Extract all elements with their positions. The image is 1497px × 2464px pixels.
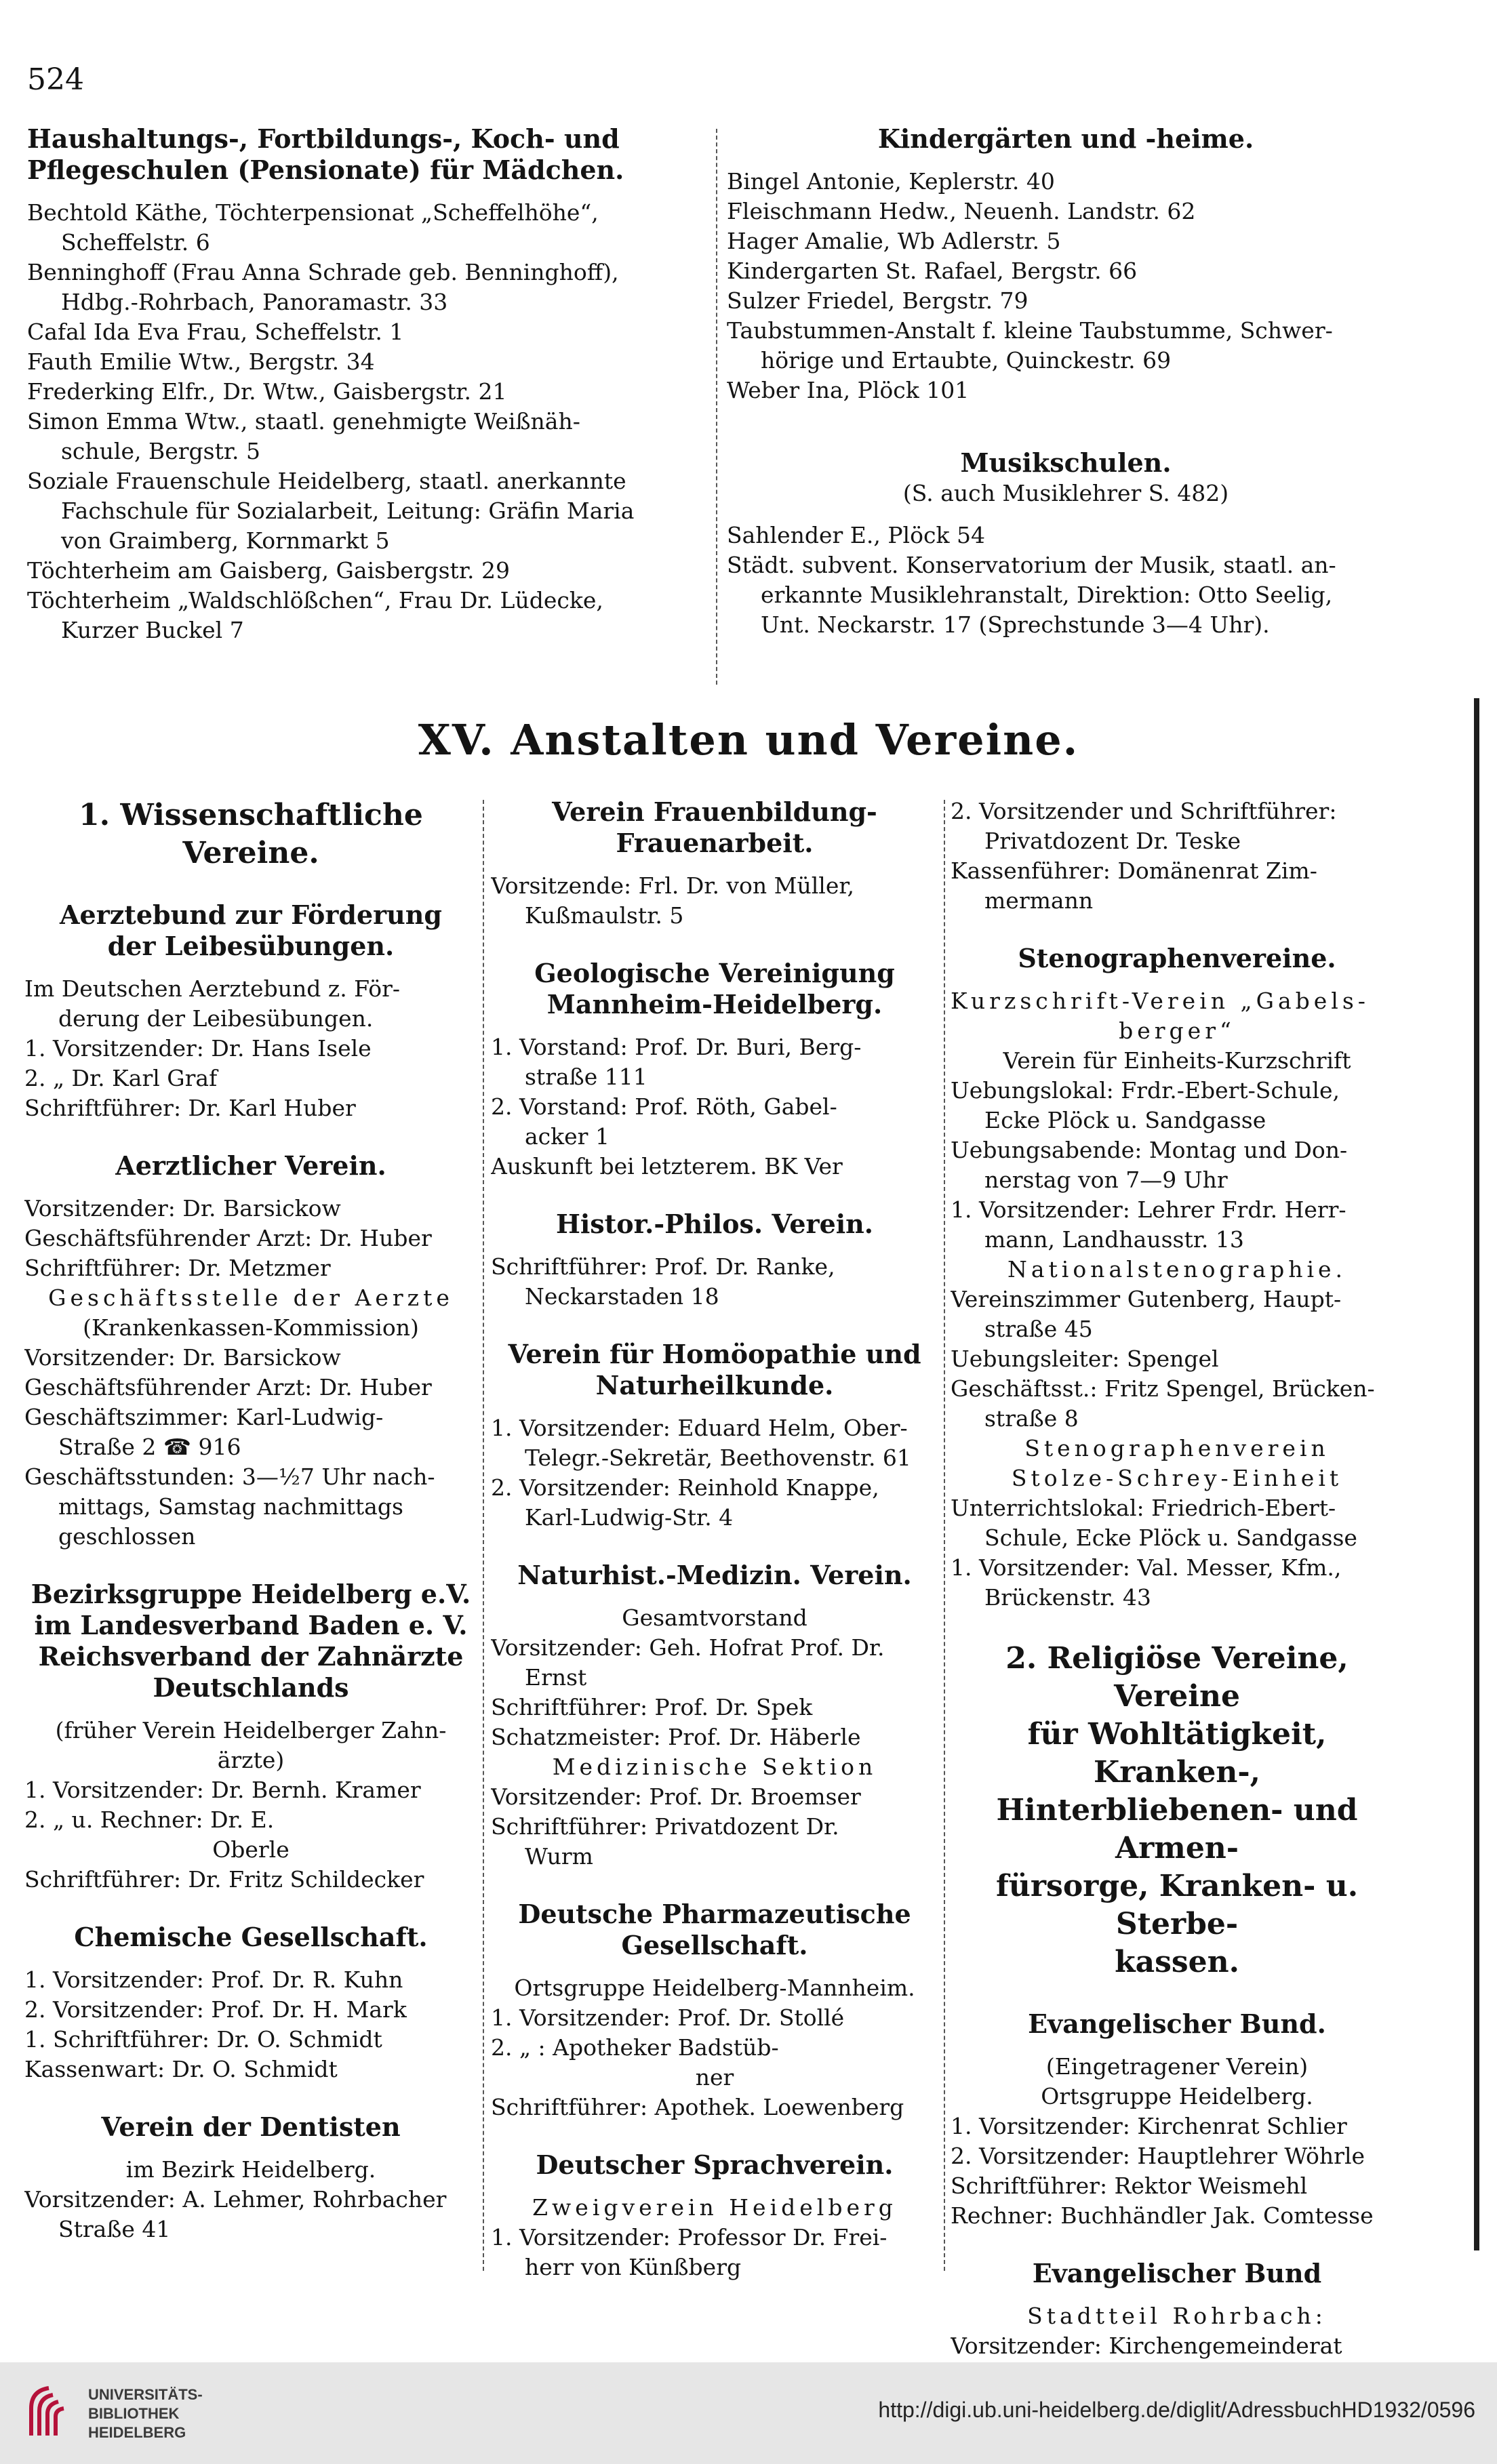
- entry-line: Vorsitzender: Dr. Barsickow: [24, 1195, 341, 1221]
- page-number: 524: [27, 62, 84, 97]
- society-heading: Verein der Dentisten: [101, 2112, 401, 2142]
- entry-line: Auskunft bei letzterem. BK Ver: [491, 1153, 843, 1179]
- society-heading: Evangelischer Bund: [1032, 2258, 1322, 2288]
- school-entry: Fauth Emilie Wtw., Bergstr. 34: [27, 348, 375, 375]
- entry-line: mann, Landhausstr. 13: [984, 1226, 1244, 1253]
- subsection-title: kassen.: [1115, 1945, 1239, 1979]
- kindergarten-entry: Weber Ina, Plöck 101: [727, 377, 970, 403]
- society-heading: Deutsche Pharmazeutische: [518, 1899, 911, 1929]
- school-entry: schule, Bergstr. 5: [61, 438, 260, 464]
- entry-line: Ernst: [525, 1664, 587, 1691]
- society-heading: Histor.-Philos. Verein.: [555, 1209, 874, 1239]
- entry-line: Rechner: Buchhändler Jak. Comtesse: [951, 2202, 1374, 2229]
- school-entry: Fachschule für Sozialarbeit, Leitung: Gräfin Maria: [61, 498, 635, 524]
- entry-line: Schriftführer: Dr. Fritz Schildecker: [24, 1866, 424, 1893]
- music-school-entry: Sahlender E., Plöck 54: [727, 522, 985, 548]
- entry-line: Brückenstr. 43: [984, 1584, 1151, 1611]
- society-heading: Mannheim-Heidelberg.: [546, 989, 883, 1019]
- university-library-logo: [18, 2381, 80, 2444]
- society-heading: der Leibesübungen.: [107, 931, 395, 961]
- entry-line: Uebungsleiter: Spengel: [951, 1346, 1219, 1372]
- society-heading: Aerztebund zur Förderung: [60, 900, 442, 930]
- entry-line: Nationalstenographie.: [1007, 1256, 1347, 1283]
- entry-line: Geschäftsführender Arzt: Dr. Huber: [24, 1374, 432, 1400]
- entry-line: Vorsitzende: Frl. Dr. von Müller,: [491, 872, 854, 899]
- entry-line: 2. Vorsitzender: Prof. Dr. H. Mark: [24, 1996, 407, 2023]
- entry-line: Schriftführer: Rektor Weismehl: [951, 2173, 1308, 2199]
- society-heading: Aerztlicher Verein.: [115, 1150, 386, 1181]
- library-footer: [0, 2362, 1497, 2464]
- music-school-entry: erkannte Musiklehranstalt, Direktion: Otto Seelig,: [761, 582, 1333, 608]
- entry-line: 1. Schriftführer: Dr. O. Schmidt: [24, 2026, 382, 2053]
- schools-heading: Haushaltungs-, Fortbildungs-, Koch- und: [27, 123, 620, 154]
- entry-line: 2. Vorstand: Prof. Röth, Gabel-: [491, 1093, 837, 1120]
- entry-line: Stolze-Schrey-Einheit: [1011, 1465, 1343, 1491]
- school-entry: Simon Emma Wtw., staatl. genehmigte Weißnäh-: [27, 408, 580, 435]
- society-heading: Reichsverband der Zahnärzte: [38, 1641, 464, 1672]
- entry-line: Zweigverein Heidelberg: [532, 2194, 897, 2221]
- subsection-title: 1. Wissenschaftliche Vereine.: [79, 798, 423, 870]
- entry-line: derung der Leibesübungen.: [58, 1005, 374, 1032]
- kindergarten-entry: Sulzer Friedel, Bergstr. 79: [727, 287, 1029, 314]
- entry-line: Schriftführer: Prof. Dr. Ranke,: [491, 1253, 835, 1280]
- entry-line: Privatdozent Dr. Teske: [984, 828, 1241, 854]
- entry-line: Vorsitzender: Geh. Hofrat Prof. Dr.: [491, 1634, 885, 1661]
- kindergarten-entry: Taubstummen-Anstalt f. kleine Taubstumme, Schwer-: [727, 317, 1333, 344]
- entry-line: Ecke Plöck u. Sandgasse: [984, 1107, 1266, 1133]
- entry-line: 2. „ u. Rechner: Dr. E.: [24, 1806, 275, 1833]
- entry-line: Im Deutschen Aerztebund z. För-: [24, 975, 401, 1002]
- school-entry: Frederking Elfr., Dr. Wtw., Gaisbergstr. 21: [27, 378, 507, 405]
- society-heading: Deutschlands: [153, 1672, 349, 1703]
- entry-line: Schriftführer: Dr. Metzmer: [24, 1255, 331, 1281]
- entry-line: Vorsitzender: A. Lehmer, Rohrbacher: [24, 2186, 447, 2213]
- stenography-religious-column: [951, 796, 1403, 2391]
- entry-line: Unterrichtslokal: Friedrich-Ebert-: [951, 1495, 1336, 1521]
- library-name: UNIVERSITÄTS- BIBLIOTHEK HEIDELBERG: [88, 2386, 203, 2441]
- entry-line: Gesamtvorstand: [622, 1604, 807, 1631]
- society-heading: Frauenarbeit.: [616, 828, 814, 858]
- society-heading: Naturhist.-Medizin. Verein.: [517, 1560, 912, 1590]
- entry-line: 1. Vorsitzender: Prof. Dr. R. Kuhn: [24, 1966, 403, 1993]
- entry-line: Schriftführer: Privatdozent Dr.: [491, 1813, 839, 1840]
- entry-line: Vorsitzender: Dr. Barsickow: [24, 1344, 341, 1371]
- entry-line: 1. Vorsitzender: Dr. Bernh. Kramer: [24, 1777, 421, 1803]
- music-schools-heading: Musikschulen.: [960, 447, 1172, 478]
- school-entry: Töchterheim „Waldschlößchen“, Frau Dr. Lüdecke,: [27, 587, 603, 613]
- society-heading: Geologische Vereinigung: [534, 958, 895, 988]
- music-school-entry: Städt. subvent. Konservatorium der Musik, staatl. an-: [727, 552, 1336, 578]
- entry-line: acker 1: [525, 1123, 610, 1150]
- entry-line: Ortsgruppe Heidelberg.: [1041, 2083, 1313, 2109]
- school-entry: Benninghoff (Frau Anna Schrade geb. Benninghoff),: [27, 259, 619, 285]
- entry-line: 1. Vorsitzender: Prof. Dr. Stollé: [491, 2004, 845, 2031]
- society-heading: Gesellschaft.: [621, 1930, 808, 1960]
- entry-line: Kassenwart: Dr. O. Schmidt: [24, 2056, 338, 2082]
- entry-line: Medizinische Sektion: [552, 1754, 877, 1780]
- entry-line: Schriftführer: Prof. Dr. Spek: [491, 1694, 813, 1720]
- entry-line: Stadtteil Rohrbach:: [1027, 2303, 1327, 2329]
- column-divider: [716, 129, 717, 685]
- kindergarten-entry: Bingel Antonie, Keplerstr. 40: [727, 168, 1055, 195]
- society-heading: Evangelischer Bund.: [1028, 2008, 1326, 2039]
- entry-line: mermann: [984, 887, 1094, 914]
- subsection-title: Hinterbliebenen- und Armen-: [996, 1793, 1358, 1865]
- column-divider: [483, 800, 484, 2271]
- entry-line: Vorsitzender: Kirchengemeinderat: [951, 2332, 1342, 2359]
- entry-line: Schriftführer: Apothek. Loewenberg: [491, 2094, 904, 2120]
- society-heading: Verein für Homöopathie und: [508, 1339, 921, 1369]
- entry-line: 1. Vorsitzender: Dr. Hans Isele: [24, 1035, 372, 1062]
- society-heading: im Landesverband Baden e. V.: [34, 1610, 468, 1640]
- entry-line: 2. Vorsitzender und Schriftführer:: [951, 798, 1337, 824]
- society-heading: Deutscher Sprachverein.: [536, 2149, 894, 2180]
- entry-line: herr von Künßberg: [525, 2254, 742, 2280]
- entry-line: ärzte): [217, 1747, 285, 1773]
- entry-line: 1. Vorsitzender: Val. Messer, Kfm.,: [951, 1554, 1342, 1581]
- entry-line: Geschäftsstelle der Aerzte: [48, 1285, 454, 1311]
- school-entry: von Graimberg, Kornmarkt 5: [61, 527, 390, 554]
- entry-line: Kassenführer: Domänenrat Zim-: [951, 857, 1317, 884]
- entry-line: Kurzschrift-Verein „Gabels-: [951, 988, 1370, 1014]
- entry-line: Geschäftsst.: Fritz Spengel, Brücken-: [951, 1375, 1375, 1402]
- entry-line: Straße 41: [58, 2216, 171, 2242]
- kindergarten-entry: hörige und Ertaubte, Quinckestr. 69: [761, 347, 1172, 373]
- entry-line: straße 111: [525, 1064, 647, 1090]
- entry-line: Verein für Einheits-Kurzschrift: [1003, 1047, 1351, 1074]
- entry-line: Telegr.-Sekretär, Beethovenstr. 61: [525, 1445, 911, 1471]
- entry-line: Schatzmeister: Prof. Dr. Häberle: [491, 1724, 861, 1750]
- schools-column: [27, 123, 712, 645]
- entry-line: Karl-Ludwig-Str. 4: [525, 1504, 734, 1531]
- entry-line: Ortsgruppe Heidelberg-Mannheim.: [514, 1975, 915, 2001]
- entry-line: Stenographenverein: [1024, 1435, 1330, 1461]
- entry-line: Geschäftsstunden: 3—½7 Uhr nach-: [24, 1463, 435, 1490]
- entry-line: Schriftführer: Dr. Karl Huber: [24, 1095, 356, 1121]
- entry-line: nerstag von 7—9 Uhr: [984, 1167, 1228, 1193]
- entry-line: 1. Vorsitzender: Eduard Helm, Ober-: [491, 1415, 908, 1441]
- entry-line: 2. „ : Apotheker Badstüb-: [491, 2034, 779, 2061]
- entry-line: straße 45: [984, 1316, 1093, 1342]
- entry-line: Vereinszimmer Gutenberg, Haupt-: [951, 1286, 1342, 1312]
- school-entry: Soziale Frauenschule Heidelberg, staatl. anerkannte: [27, 468, 626, 494]
- school-entry: Cafal Ida Eva Frau, Scheffelstr. 1: [27, 319, 404, 345]
- entry-line: Oberle: [212, 1836, 290, 1863]
- kindergarten-entry: Kindergarten St. Rafael, Bergstr. 66: [727, 258, 1138, 284]
- section-title: XV. Anstalten und Vereine.: [418, 715, 1079, 765]
- society-heading: Verein Frauenbildung-: [552, 796, 877, 827]
- entry-line: 1. Vorsitzender: Kirchenrat Schlier: [951, 2113, 1347, 2139]
- music-school-entry: Unt. Neckarstr. 17 (Sprechstunde 3—4 Uhr).: [761, 611, 1270, 638]
- subsection-title: fürsorge, Kranken- u. Sterbe-: [995, 1869, 1359, 1941]
- school-entry: Bechtold Käthe, Töchterpensionat „Scheffelhöhe“,: [27, 199, 599, 226]
- entry-line: 2. Vorsitzender: Hauptlehrer Wöhrle: [951, 2143, 1365, 2169]
- entry-line: 1. Vorstand: Prof. Dr. Buri, Berg-: [491, 1034, 862, 1060]
- music-schools-note: (S. auch Musiklehrer S. 482): [902, 480, 1229, 506]
- entry-line: Schule, Ecke Plöck u. Sandgasse: [984, 1524, 1357, 1551]
- entry-line: ner: [695, 2064, 734, 2091]
- entry-line: (Eingetragener Verein): [1045, 2053, 1309, 2080]
- kindergarten-entry: Hager Amalie, Wb Adlerstr. 5: [727, 228, 1061, 254]
- kindergarten-heading: Kindergärten und -heime.: [877, 123, 1254, 154]
- school-entry: Scheffelstr. 6: [61, 229, 210, 256]
- page-edge-shadow: [1474, 698, 1479, 2250]
- entry-line: Geschäftszimmer: Karl-Ludwig-: [24, 1404, 384, 1430]
- kindergarten-entry: Fleischmann Hedw., Neuenh. Landstr. 62: [727, 198, 1196, 224]
- entry-line: Kußmaulstr. 5: [525, 902, 684, 929]
- school-entry: Töchterheim am Gaisberg, Gaisbergstr. 29: [27, 557, 510, 584]
- subsection-title: 2. Religiöse Vereine, Vereine: [1005, 1641, 1349, 1714]
- source-url-link[interactable]: http://digi.ub.uni-heidelberg.de/diglit/AdressbuchHD1932/0596: [878, 2398, 1475, 2422]
- column-divider: [944, 800, 945, 2271]
- society-heading: Chemische Gesellschaft.: [74, 1922, 428, 1952]
- school-entry: Kurzer Buckel 7: [61, 617, 244, 643]
- society-heading: Stenographenvereine.: [1018, 943, 1336, 973]
- entry-line: Straße 2 ☎ 916: [58, 1434, 241, 1460]
- scientific-societies-column: [24, 796, 477, 2244]
- entry-line: im Bezirk Heidelberg.: [125, 2156, 376, 2183]
- entry-line: Uebungsabende: Montag und Don-: [951, 1137, 1348, 1163]
- entry-line: (Krankenkassen-Kommission): [83, 1314, 419, 1341]
- entry-line: 1. Vorsitzender: Professor Dr. Frei-: [491, 2224, 887, 2250]
- entry-line: Geschäftsführender Arzt: Dr. Huber: [24, 1225, 432, 1251]
- entry-line: (früher Verein Heidelberger Zahn-: [55, 1717, 447, 1743]
- entry-line: Neckarstaden 18: [525, 1283, 719, 1310]
- entry-line: 2. „ Dr. Karl Graf: [24, 1065, 218, 1091]
- middle-societies-column: [491, 796, 938, 2282]
- entry-line: mittags, Samstag nachmittags: [58, 1493, 403, 1520]
- entry-line: geschlossen: [58, 1523, 196, 1550]
- entry-line: Vorsitzender: Prof. Dr. Broemser: [491, 1783, 861, 1810]
- entry-line: berger“: [1119, 1017, 1235, 1044]
- kindergarten-column: [727, 123, 1405, 640]
- subsection-title: für Wohltätigkeit, Kranken-,: [1027, 1717, 1327, 1790]
- society-heading: Naturheilkunde.: [595, 1370, 834, 1400]
- entry-line: 1. Vorsitzender: Lehrer Frdr. Herr-: [951, 1196, 1346, 1223]
- entry-line: straße 8: [984, 1405, 1079, 1432]
- entry-line: 2. Vorsitzender: Reinhold Knappe,: [491, 1474, 879, 1501]
- schools-heading: Pflegeschulen (Pensionate) für Mädchen.: [27, 155, 624, 185]
- school-entry: Hdbg.-Rohrbach, Panoramastr. 33: [61, 289, 448, 315]
- entry-line: Uebungslokal: Frdr.-Ebert-Schule,: [951, 1077, 1340, 1104]
- society-heading: Bezirksgruppe Heidelberg e.V.: [31, 1579, 471, 1609]
- entry-line: Wurm: [525, 1843, 593, 1870]
